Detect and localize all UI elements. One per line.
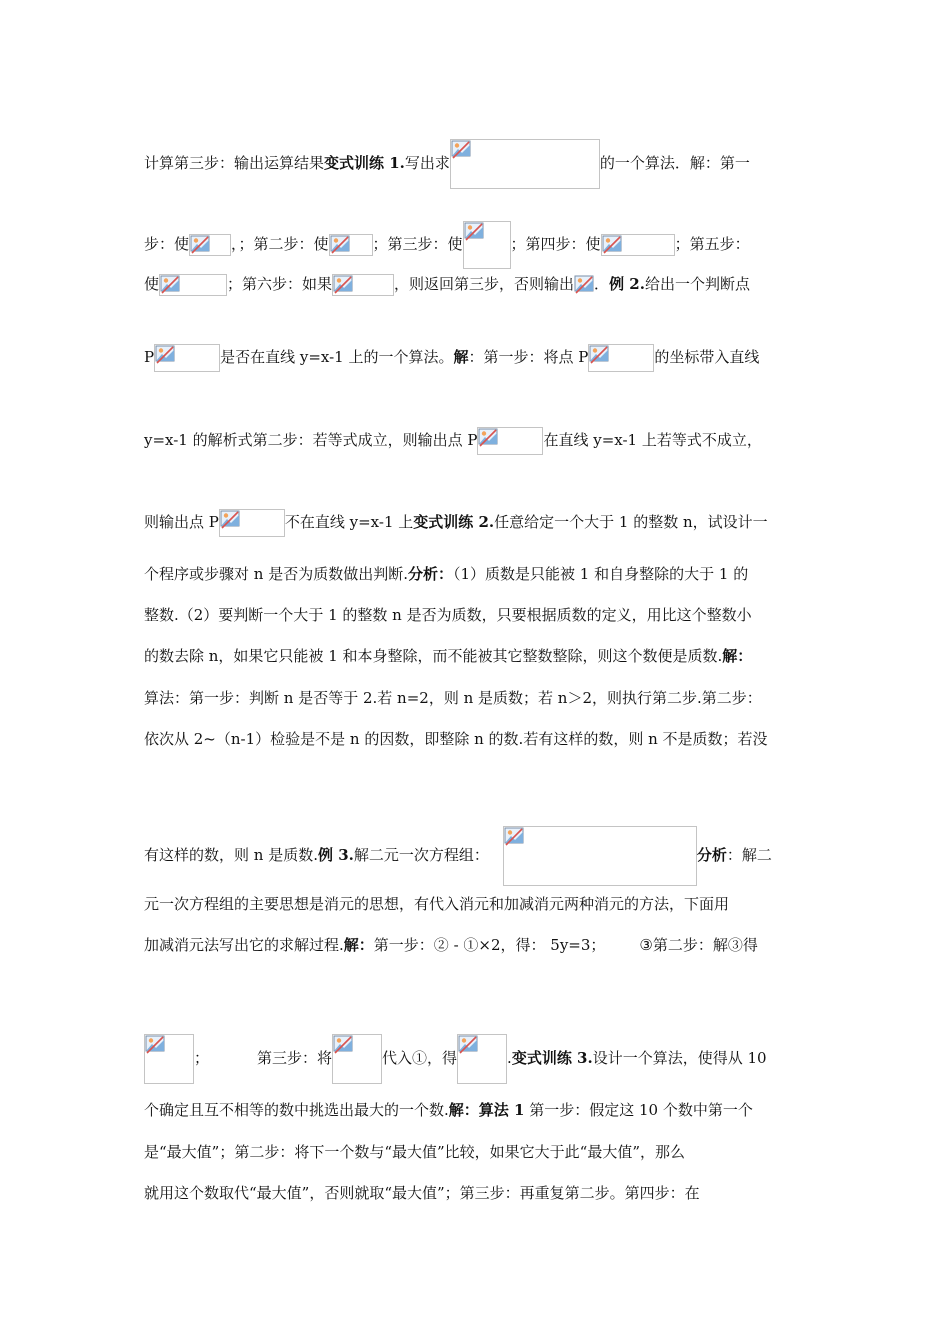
text-run: 在直线 y=x-1 上若等式不成立， [543, 431, 762, 449]
text-line [144, 274, 750, 296]
text-run: ；第三步：使 [372, 235, 463, 253]
text-line [144, 1034, 767, 1084]
text-line [144, 139, 750, 189]
text-line [144, 688, 762, 708]
text-run: 步：使 [144, 235, 190, 253]
text-run: y=x-1 的解析式第二步：若等式成立，则输出点 P [144, 431, 478, 449]
text-run: 就用这个数取代“最大值”，否则就取“最大值”；第三步：再重复第二步。第四步：在 [144, 1184, 700, 1202]
image-placeholder [159, 274, 227, 296]
text-run: 整数.（2）要判断一个大于 1 的整数 n 是否为质数，只要根据质数的定义，用比这个整数小 [144, 606, 752, 624]
image-placeholder [588, 344, 654, 372]
section-heading: 解 [453, 348, 469, 366]
text-line [144, 729, 768, 749]
text-run: 使 [144, 275, 160, 293]
broken-image-icon [155, 345, 175, 365]
text-run: 不在直线 y=x-1 上 [284, 513, 414, 531]
image-placeholder [189, 234, 231, 256]
text-run: 元一次方程组的主要思想是消元的思想，有代入消元和加减消元两种消元的方法，下面用 [144, 895, 730, 913]
text-run: 有这样的数，则 n 是质数. [144, 846, 318, 864]
text-line [144, 221, 750, 269]
image-placeholder [154, 344, 220, 372]
image-placeholder [332, 1034, 382, 1084]
text-run: 加减消元法写出它的求解过程. [144, 936, 344, 954]
broken-image-icon [190, 235, 210, 255]
broken-image-icon [330, 235, 350, 255]
broken-image-icon [451, 140, 471, 160]
text-run: 的坐标带入直线 [654, 348, 760, 366]
broken-image-icon [574, 275, 594, 295]
section-heading: 变式训练 2. [413, 513, 495, 531]
text-run: ； [194, 1049, 210, 1067]
image-placeholder [463, 221, 511, 269]
section-heading: 分析： [407, 565, 453, 583]
broken-image-icon [333, 275, 353, 295]
text-run: 是否在直线 y=x-1 上的一个算法。 [220, 348, 454, 366]
image-placeholder [332, 274, 394, 296]
image-placeholder [329, 234, 373, 256]
text-run: （1）质数是只能被 1 和自身整除的大于 1 的 [452, 565, 749, 583]
text-run: ③第二步：解③得 [639, 936, 758, 954]
text-line [144, 344, 759, 372]
text-line [144, 1100, 753, 1120]
image-placeholder [457, 1034, 507, 1084]
broken-image-icon [145, 1035, 165, 1055]
section-heading: 例 2. [609, 275, 645, 293]
broken-image-icon [504, 827, 524, 847]
image-placeholder [574, 275, 594, 295]
image-placeholder [144, 1034, 194, 1084]
text-run: ，；第二步：使 [231, 235, 329, 253]
text-line [144, 605, 752, 625]
image-placeholder [503, 826, 697, 886]
text-run: ；第六步：如果 [227, 275, 333, 293]
text-run: 依次从 2~（n-1）检验是不是 n 的因数，即整除 n 的数.若有这样的数，则 n 不是质数；若没 [144, 730, 768, 748]
text-run: ，则返回第三步，否则输出 [394, 275, 575, 293]
text-run: 是“最大值”；第二步：将下一个数与“最大值”比较，如果它大于此“最大值”，那么 [144, 1143, 686, 1161]
text-run: 计算第三步：输出运算结果 [144, 154, 325, 172]
text-run: ；第五步： [674, 235, 750, 253]
text-run: 则输出点 P [144, 513, 219, 531]
section-heading: 解： [343, 936, 374, 954]
text-run: 的数去除 n，如果它只能被 1 和本身整除，而不能被其它整数整除，则这个数便是质数. [144, 647, 723, 665]
text-run: ；第四步：使 [510, 235, 601, 253]
text-run: 第三步：将 [257, 1049, 333, 1067]
image-placeholder [477, 427, 543, 455]
text-line [144, 427, 762, 455]
broken-image-icon [589, 345, 609, 365]
text-line [144, 509, 768, 537]
broken-image-icon [333, 1035, 353, 1055]
text-run: 代入①，得 [382, 1049, 458, 1067]
text-run: 写出求 [404, 154, 450, 172]
image-placeholder [219, 509, 285, 537]
broken-image-icon [160, 275, 180, 295]
text-run: 算法：第一步：判断 n 是否等于 2.若 n=2，则 n 是质数；若 n＞2，则执行第二步.第二步： [144, 689, 762, 707]
text-run: 个确定且互不相等的数中挑选出最大的一个数. [144, 1101, 449, 1119]
text-run: 的一个算法．解：第一 [599, 154, 750, 172]
text-run: 解二元一次方程组： [353, 846, 489, 864]
broken-image-icon [220, 510, 240, 530]
text-line [144, 564, 748, 584]
section-heading: 变式训练 1. [324, 154, 405, 172]
text-line [144, 646, 752, 666]
image-placeholder [601, 234, 675, 256]
section-heading: 例 3. [317, 846, 354, 864]
section-heading: 解：算法 1 [448, 1101, 525, 1119]
text-line [144, 826, 772, 886]
text-run: 设计一个算法，使得从 10 [592, 1049, 767, 1067]
section-heading: 分析 [696, 846, 727, 864]
text-run: 第一步：② - ①×2，得： 5y=3； [373, 936, 606, 954]
text-run: ：解二 [726, 846, 772, 864]
section-heading: 变式训练 3. [511, 1049, 593, 1067]
text-line [144, 935, 758, 955]
broken-image-icon [602, 235, 622, 255]
text-line [144, 1183, 700, 1203]
section-heading: 解： [722, 647, 753, 665]
text-run: 任意给定一个大于 1 的整数 n，试设计一 [494, 513, 768, 531]
text-run: 给出一个判断点 [644, 275, 750, 293]
text-line [144, 1142, 685, 1162]
broken-image-icon [458, 1035, 478, 1055]
text-run: P [144, 348, 155, 366]
broken-image-icon [464, 222, 484, 242]
text-run: . [507, 1049, 512, 1067]
text-run: 个程序或步骤对 n 是否为质数做出判断. [144, 565, 408, 583]
text-run: ：第一步：将点 P [468, 348, 589, 366]
text-line [144, 894, 729, 914]
image-placeholder [450, 139, 600, 189]
text-run: ． [594, 275, 610, 293]
text-run: 第一步：假定这 10 个数中第一个 [524, 1101, 753, 1119]
broken-image-icon [478, 428, 498, 448]
